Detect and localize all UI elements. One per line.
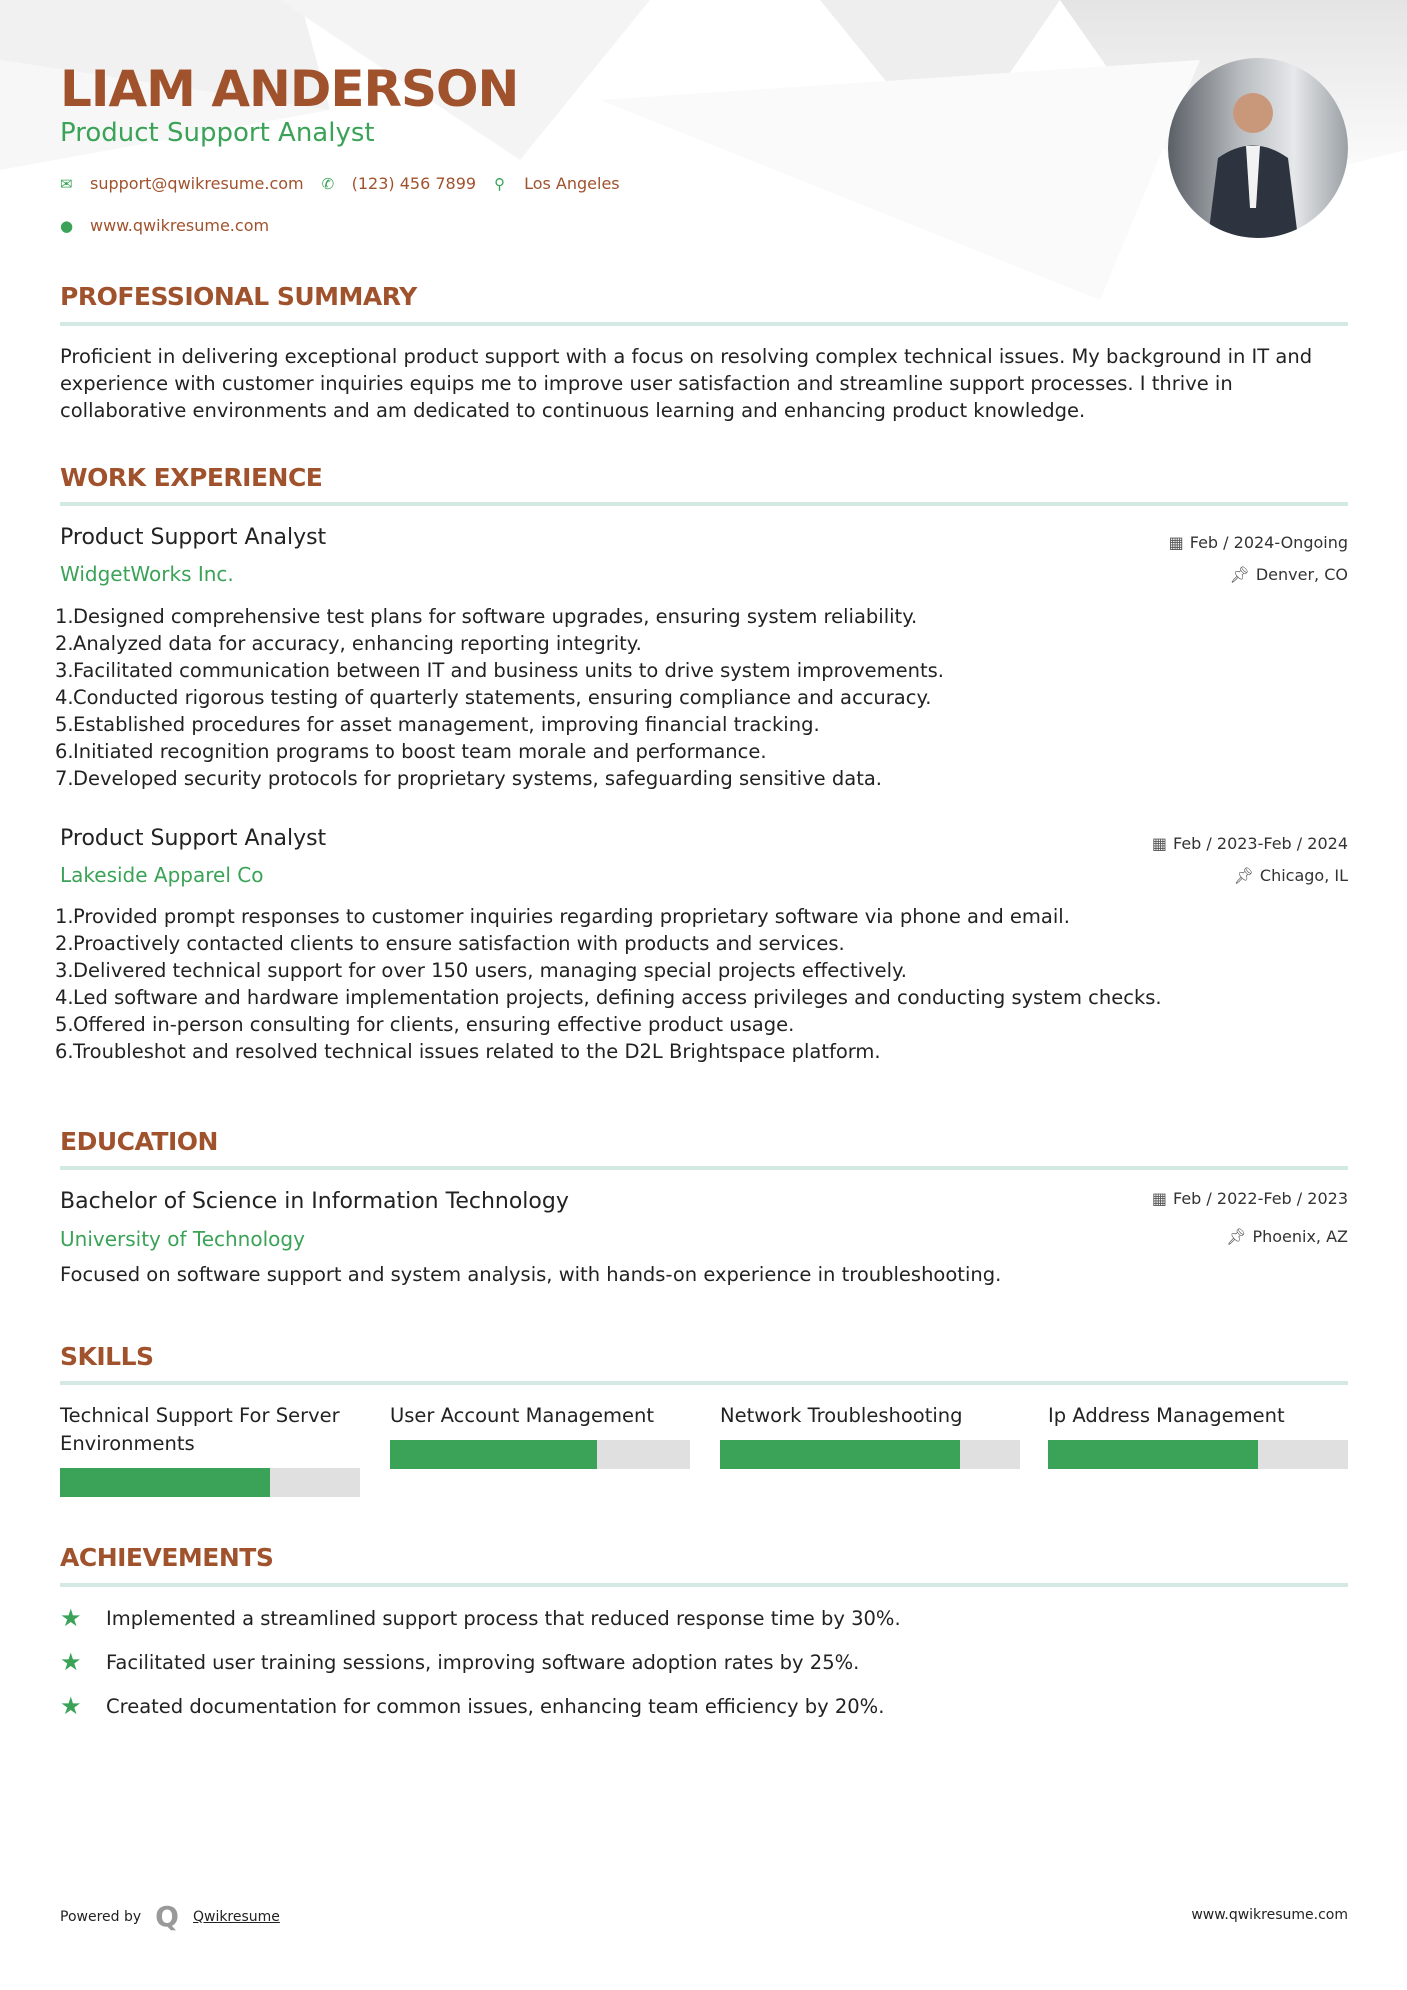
duty-text: Analyzed data for accuracy, enhancing reporting integrity. [73,632,642,655]
star-icon: ★ [60,1692,82,1720]
footer-website[interactable]: www.qwikresume.com [1191,1907,1348,1923]
pin-icon: 📌︎ [1229,565,1250,584]
skill-item [1048,1402,1348,1469]
job-location: Chicago, IL [1259,866,1348,885]
pin-icon: 📌︎ [1226,1227,1247,1246]
duty-text: Designed comprehensive test plans for software upgrades, ensuring system reliability. [73,605,918,628]
summary-heading: PROFESSIONAL SUMMARY [60,282,417,311]
duty-item [55,603,1350,630]
duty-text: Facilitated communication between IT and business units to drive system improvements. [73,659,944,682]
duty-text: Led software and hardware implementation projects, defining access privileges and conducting system checks. [73,986,1162,1009]
achievement-text: Created documentation for common issues, enhancing team efficiency by 20%. [106,1694,885,1718]
job-title: Product Support Analyst [60,826,327,851]
job-company: Lakeside Apparel Co [60,863,264,887]
skill-bar [60,1468,360,1497]
skill-bar [390,1440,690,1469]
item-number: 6. [55,1040,74,1063]
duty-item [55,630,1350,657]
skill-bar [720,1440,1020,1469]
achievement-text: Implemented a streamlined support process that reduced response time by 30%. [106,1606,901,1630]
duty-item [55,711,1350,738]
work-heading: WORK EXPERIENCE [60,463,323,492]
item-number: 4. [55,986,74,1009]
item-number: 2. [55,932,74,955]
job-duties [55,903,1350,1065]
star-icon: ★ [60,1604,82,1632]
website-link[interactable]: www.qwikresume.com [90,216,270,235]
skill-name: Ip Address Management [1048,1404,1285,1427]
qwikresume-logo-icon: Q [155,1900,179,1933]
footer-left [60,1900,280,1933]
divider [60,1166,1348,1170]
duty-item [55,1011,1350,1038]
duty-item [55,903,1350,930]
calendar-icon: ▦ [1151,834,1167,853]
item-number: 5. [55,1013,74,1036]
duty-text: Established procedures for asset management, improving financial tracking. [73,713,820,736]
duty-text: Initiated recognition programs to boost team morale and performance. [73,740,767,763]
duty-item [55,984,1350,1011]
achievement-item [60,1648,859,1676]
education-description: Focused on software support and system analysis, with hands-on experience in troubleshooting. [60,1263,1002,1286]
phone-text: (123) 456 7899 [351,174,477,193]
job-title: Product Support Analyst [60,525,327,550]
job-dates: Feb / 2023-Feb / 2024 [1173,834,1348,853]
star-icon: ★ [60,1648,82,1676]
job-location: Denver, CO [1255,565,1348,584]
website-row [60,216,269,235]
duty-text: Provided prompt responses to customer inquiries regarding proprietary software via phone and email. [73,905,1070,928]
education-dates: Feb / 2022-Feb / 2023 [1173,1189,1348,1208]
education-heading: EDUCATION [60,1127,218,1156]
divider [60,1583,1348,1587]
item-number: 1. [55,905,74,928]
skill-bar-fill [390,1440,597,1469]
contact-row [60,174,620,193]
item-number: 4. [55,686,74,709]
job-dates: Feb / 2024-Ongoing [1189,533,1348,552]
skill-item [60,1402,360,1497]
achievement-text: Facilitated user training sessions, improving software adoption rates by 25%. [106,1650,860,1674]
skill-name: User Account Management [390,1404,655,1427]
qwikresume-link[interactable]: Qwikresume [192,1908,280,1925]
skill-name: Network Troubleshooting [720,1404,963,1427]
calendar-icon: ▦ [1168,533,1184,552]
item-number: 5. [55,713,74,736]
duty-item [55,738,1350,765]
item-number: 2. [55,632,74,655]
item-number: 7. [55,767,74,790]
duty-text: Developed security protocols for proprietary systems, safeguarding sensitive data. [73,767,883,790]
skill-bar [1048,1440,1348,1469]
summary-text: Proficient in delivering exceptional product support with a focus on resolving complex technical issues. My background in IT and experience with customer inquiries equips me to improve user satisfaction and streamline support processes. I thrive in collaborative environments and am dedicated to continuous learning and enhancing product knowledge. [60,345,1313,422]
duty-item [55,657,1350,684]
candidate-name: LIAM ANDERSON [60,60,519,118]
item-number: 1. [55,605,74,628]
duty-item [55,684,1350,711]
email-link[interactable]: support@qwikresume.com [90,174,304,193]
skill-bar-fill [60,1468,270,1497]
skill-bar-fill [720,1440,960,1469]
skills-heading: SKILLS [60,1342,154,1371]
achievement-item [60,1692,884,1720]
divider [60,322,1348,326]
skill-name: Technical Support For Server Environments [60,1404,340,1455]
duty-item [55,930,1350,957]
profile-photo [1168,58,1348,238]
globe-icon: ● [60,216,74,235]
calendar-icon: ▦ [1151,1189,1167,1208]
school: University of Technology [60,1227,305,1251]
location-text: Los Angeles [524,174,620,193]
pin-icon: 📌︎ [1233,866,1254,885]
candidate-title: Product Support Analyst [60,118,375,148]
duty-text: Offered in-person consulting for clients, ensuring effective product usage. [73,1013,795,1036]
degree: Bachelor of Science in Information Technology [60,1189,569,1214]
job-duties [55,603,1350,792]
duty-text: Troubleshot and resolved technical issues related to the D2L Brightspace platform. [73,1040,881,1063]
job-company: WidgetWorks Inc. [60,562,234,586]
achievement-item [60,1604,901,1632]
duty-item [55,1038,1350,1065]
skill-item [390,1402,690,1469]
education-location: Phoenix, AZ [1252,1227,1348,1246]
divider [60,502,1348,506]
item-number: 3. [55,959,74,982]
duty-text: Delivered technical support for over 150 users, managing special projects effectively. [73,959,907,982]
item-number: 6. [55,740,74,763]
duty-item [55,765,1350,792]
item-number: 3. [55,659,74,682]
skill-item [720,1402,1020,1469]
achievements-heading: ACHIEVEMENTS [60,1543,274,1572]
map-pin-icon: ⚲ [494,174,506,193]
duty-text: Conducted rigorous testing of quarterly statements, ensuring compliance and accuracy. [73,686,932,709]
envelope-icon: ✉ [60,174,73,193]
powered-by-label: Powered by [60,1908,142,1925]
duty-item [55,957,1350,984]
duty-text: Proactively contacted clients to ensure satisfaction with products and services. [73,932,845,955]
divider [60,1381,1348,1385]
skill-bar-fill [1048,1440,1258,1469]
phone-icon: ✆ [321,174,335,193]
